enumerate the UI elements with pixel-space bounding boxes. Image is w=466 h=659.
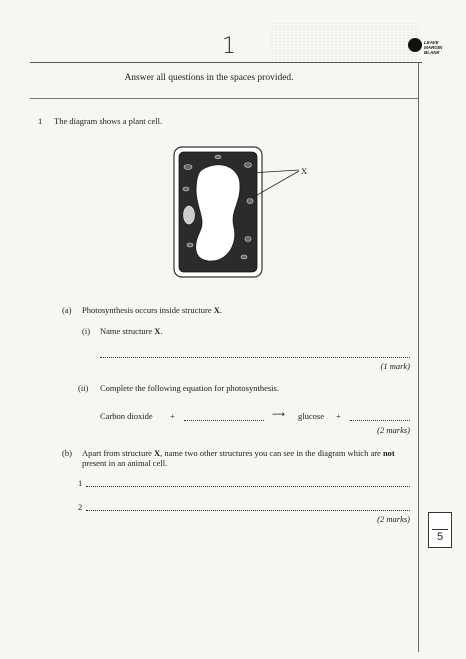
page-number: 1 <box>222 34 236 59</box>
scan-speckle <box>270 22 420 62</box>
chloroplast <box>183 187 189 191</box>
part-a-label: (a) <box>62 305 72 315</box>
chloroplast <box>245 237 251 242</box>
score-box <box>428 512 452 548</box>
plant-cell-diagram <box>170 143 320 283</box>
equation-plus: + <box>336 411 341 421</box>
part-a-i-label: (i) <box>82 326 91 336</box>
answer-line-equation-2[interactable] <box>350 420 410 421</box>
instruction: Answer all questions in the spaces provided. <box>124 73 294 83</box>
part-a-ii-label: (ii) <box>78 383 89 393</box>
marks-a-i: (1 mark) <box>380 361 410 371</box>
answer-line-equation-1[interactable] <box>184 420 264 421</box>
answer-line-1-number: 1 <box>78 478 83 488</box>
chloroplast <box>245 163 252 168</box>
answer-line-b-1[interactable] <box>86 486 410 487</box>
part-b-label: (b) <box>62 448 72 458</box>
leave-blank-dot-icon <box>408 38 422 52</box>
question-stem: The diagram shows a plant cell. <box>54 116 163 126</box>
part-a-i-text: Name structure X. <box>100 326 163 336</box>
leave-margin-blank-label: LEAVE MARGIN BLANK <box>424 40 443 55</box>
answer-line-b-2[interactable] <box>86 510 410 511</box>
nucleus <box>184 206 195 224</box>
answer-line-a-i[interactable] <box>100 357 410 358</box>
score-box-divider <box>432 529 448 530</box>
marks-b: (2 marks) <box>377 514 410 524</box>
equation-plus: + <box>170 411 175 421</box>
chloroplast <box>241 255 247 259</box>
equation-arrow-icon: ⟶ <box>272 410 285 420</box>
marks-a-ii: (2 marks) <box>377 425 410 435</box>
margin-rule <box>418 62 419 652</box>
chloroplast <box>215 155 221 159</box>
equation-reactant: Carbon dioxide <box>100 411 153 421</box>
chloroplast <box>247 199 253 204</box>
part-a-intro: Photosynthesis occurs inside structure X. <box>82 305 222 315</box>
chloroplast <box>187 243 193 247</box>
question-number: 1 <box>38 116 43 126</box>
part-b-text: Apart from structure X, name two other structures you can see in the diagram which are not present in an animal cell. <box>82 448 395 468</box>
diagram-label-x: X <box>301 166 308 176</box>
part-a-ii-text: Complete the following equation for photosynthesis. <box>100 383 279 393</box>
instruction-rule <box>30 98 419 99</box>
chloroplast <box>184 165 192 170</box>
top-rule <box>30 62 422 63</box>
answer-line-2-number: 2 <box>78 502 83 512</box>
score-total: 5 <box>436 531 444 543</box>
equation-product: glucose <box>298 411 324 421</box>
